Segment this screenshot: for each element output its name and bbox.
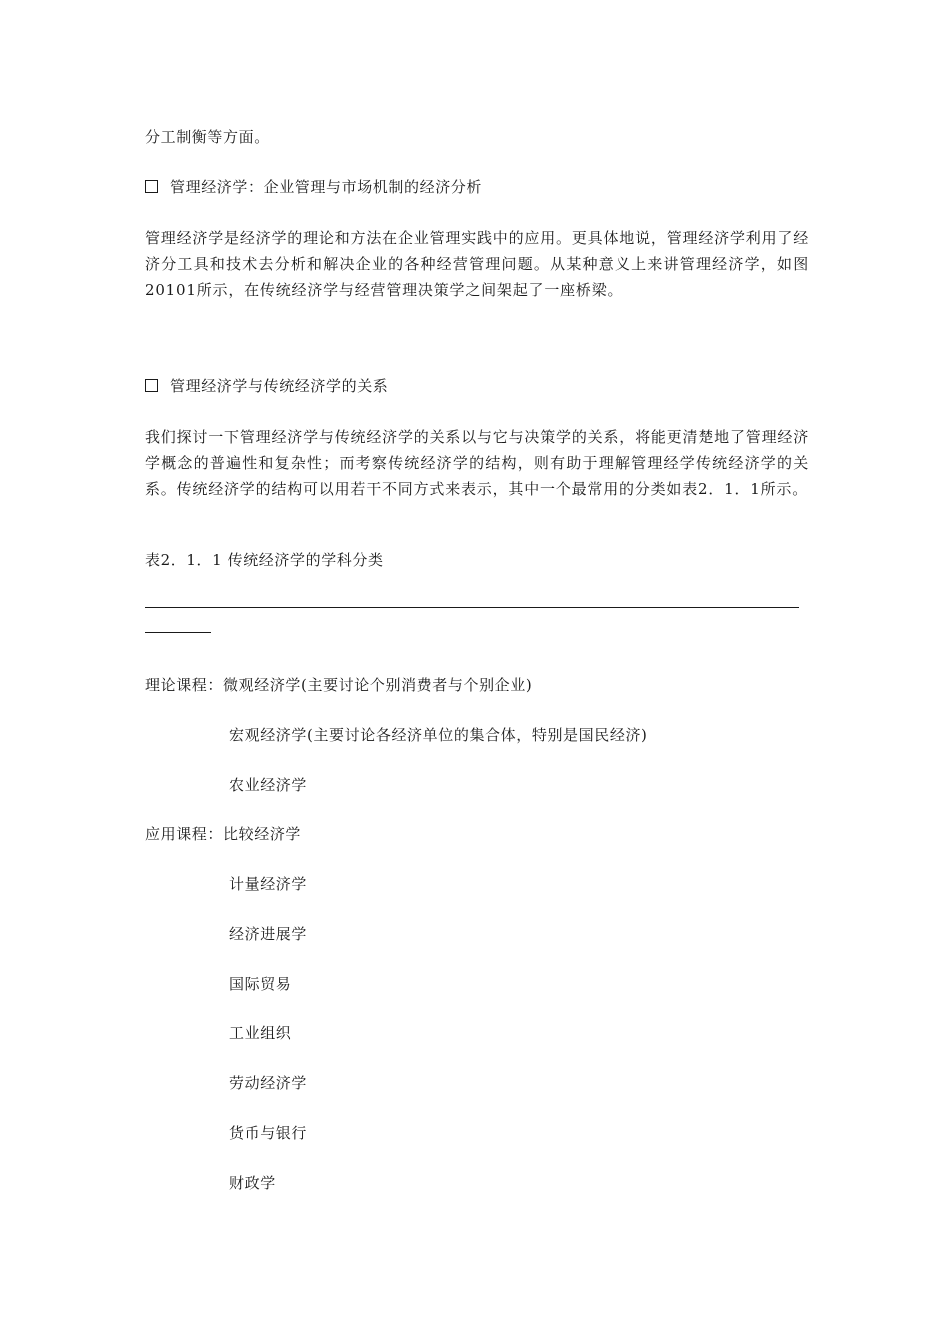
list-item: 计量经济学: [229, 875, 308, 893]
heading-text: 管理经济学：企业管理与市场机制的经济分析: [170, 178, 483, 196]
list-item: 比较经济学: [223, 825, 302, 843]
list-item: 货币与银行: [229, 1124, 308, 1142]
theory-course-row: [145, 675, 532, 695]
list-item: 微观经济学(主要讨论个别消费者与个别企业): [223, 676, 533, 694]
list-item: 经济进展学: [229, 925, 308, 943]
paragraph-definition: 管理经济学是经济学的理论和方法在企业管理实践中的应用。更具体地说，管理经济学利用了经济分工具和技术去分析和解决企业的各种经营管理问题。从某种意义上来讲管理经济学，如图20101所示，在传统经济学与经营管理决策学之间架起了一座桥梁。: [145, 229, 809, 299]
list-item: 农业经济学: [229, 776, 308, 794]
applied-course-row: [145, 824, 301, 844]
table-rule-long: [145, 607, 799, 608]
theory-course-label: 理论课程：: [145, 676, 224, 694]
list-item: 工业组织: [229, 1024, 292, 1042]
list-item: 国际贸易: [229, 975, 292, 993]
checkbox-bullet-icon: [145, 379, 158, 392]
heading-text: 管理经济学与传统经济学的关系: [170, 377, 389, 395]
checkbox-bullet-icon: [145, 180, 158, 193]
applied-course-label: 应用课程：: [145, 825, 224, 843]
intro-tail-text: 分工制衡等方面。: [145, 128, 270, 146]
list-item: 财政学: [229, 1174, 276, 1192]
paragraph-relationship: 我们探讨一下管理经济学与传统经济学的关系以与它与决策学的关系，将能更清楚地了管理经济学概念的普遍性和复杂性；而考察传统经济学的结构，则有助于理解管理经学传统经济学的关系。传统经济学的结构可以用若干不同方式来表示，其中一个最常用的分类如表2．1．1所示。: [145, 428, 809, 498]
section-heading-relationship: [145, 376, 388, 396]
table-rule-short: [145, 632, 211, 633]
list-item: 劳动经济学: [229, 1074, 308, 1092]
section-heading-managerial-economics: [145, 177, 482, 197]
table-caption: 表2．1．1 传统经济学的学科分类: [145, 551, 384, 569]
list-item: 宏观经济学(主要讨论各经济单位的集合体，特别是国民经济): [229, 726, 648, 744]
